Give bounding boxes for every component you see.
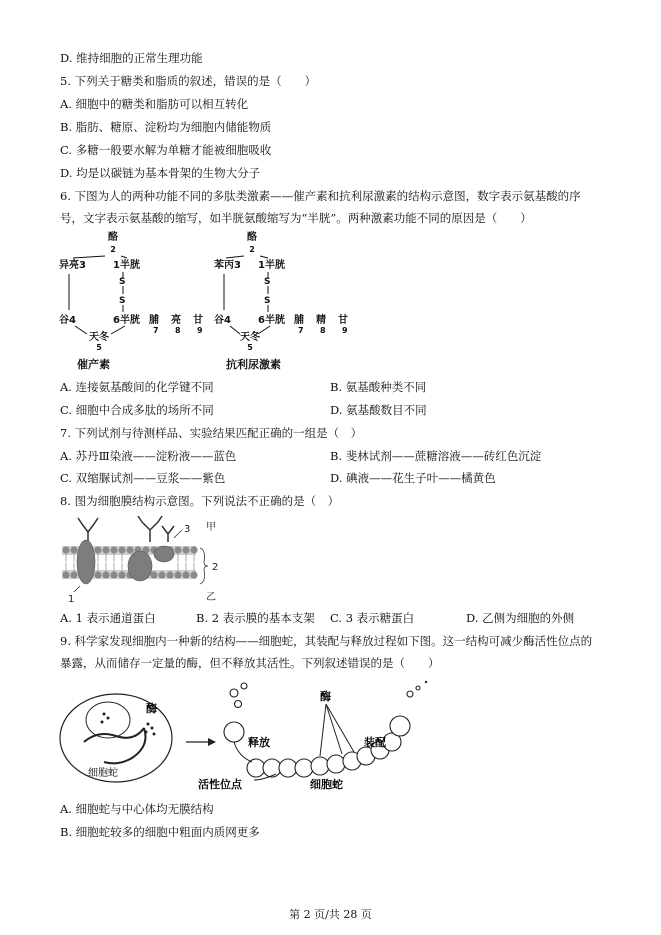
q6-stem-line1: 6. 下图为人的两种功能不同的多肽类激素——催产素和抗利尿激素的结构示意图，数字表示氨基酸的序	[60, 189, 581, 203]
ox-l4: 谷4	[59, 315, 76, 326]
q7-option-a: A. 苏丹Ⅲ染液——淀粉液——蓝色	[60, 449, 237, 463]
snake-right-label: 细胞蛇	[310, 778, 343, 791]
vp-n9: 9	[342, 326, 348, 335]
q6-option-d: D. 氨基酸数目不同	[330, 403, 427, 417]
ox-r1: 1半胱	[113, 260, 140, 271]
vasopressin-structure	[214, 230, 348, 371]
cell-membrane-figure	[58, 512, 228, 604]
q7-stem: 7. 下列试剂与待测样品、实验结果匹配正确的一组是（ ）	[60, 426, 363, 440]
q8-option-b: B. 2 表示膜的基本支架	[196, 611, 315, 625]
ox-s1: S	[119, 277, 126, 287]
cell-enzyme-label: 酶	[146, 702, 157, 715]
ox-bottom: 天冬	[89, 332, 109, 343]
vp-r6: 6半胱	[258, 315, 285, 326]
ox-n9: 9	[197, 326, 203, 335]
vp-bottom: 天冬	[240, 332, 260, 343]
q9-stem-line1: 9. 科学家发现细胞内一种新的结构——细胞蛇，其装配与释放过程如下图。这一结构可减少酶活性位点的	[60, 634, 593, 648]
label-yi: 乙	[206, 592, 216, 603]
vp-l3: 苯丙3	[214, 260, 241, 271]
cytoophidium-figure	[58, 676, 438, 796]
q6-option-b: B. 氨基酸种类不同	[330, 380, 427, 394]
assemble-label: 装配	[364, 736, 386, 749]
ox-top: 酪	[108, 232, 118, 243]
release-label: 释放	[248, 736, 270, 749]
vp-top: 酪	[247, 232, 257, 243]
vp-d2: 精	[316, 315, 326, 326]
oxytocin-caption: 催产素	[77, 358, 110, 371]
vp-n7: 7	[298, 326, 304, 335]
q5-option-d: D. 均是以碳链为基本骨架的生物大分子	[60, 166, 261, 180]
label-2: 2	[212, 562, 219, 573]
vp-d1: 脯	[294, 315, 304, 326]
peptide-hormone-figure	[55, 228, 365, 376]
q5-option-c: C. 多糖一般要水解为单糖才能被细胞吸收	[60, 143, 272, 157]
q4-option-d: D. 维持细胞的正常生理功能	[60, 51, 203, 65]
page-footer: 第 2 页/共 28 页	[289, 908, 372, 921]
label-1: 1	[68, 594, 75, 604]
q8-option-a: A. 1 表示通道蛋白	[60, 611, 156, 625]
q5-option-a: A. 细胞中的糖类和脂肪可以相互转化	[60, 97, 249, 111]
cell-snake-label: 细胞蛇	[88, 768, 118, 779]
enzyme-dots	[101, 713, 156, 736]
ox-bottom-num: 5	[96, 343, 102, 352]
vasopressin-caption: 抗利尿激素	[226, 358, 281, 371]
q8-option-d: D. 乙侧为细胞的外侧	[466, 611, 575, 625]
ox-top-num: 2	[110, 245, 116, 254]
q8-option-c: C. 3 表示糖蛋白	[330, 611, 415, 625]
vp-top-num: 2	[249, 245, 255, 254]
q9-option-a: A. 细胞蛇与中心体均无膜结构	[60, 802, 214, 816]
vp-n8: 8	[320, 326, 326, 335]
ox-l3: 异亮3	[59, 260, 86, 271]
q6-option-c: C. 细胞中合成多肽的场所不同	[60, 403, 214, 417]
q7-option-c: C. 双缩脲试剂——豆浆——紫色	[60, 471, 226, 485]
label-3: 3	[184, 524, 191, 535]
vp-r1: 1半胱	[258, 260, 285, 271]
q6-option-a: A. 连接氨基酸间的化学键不同	[60, 380, 214, 394]
vp-s1: S	[264, 277, 271, 287]
vp-bottom-num: 5	[247, 343, 253, 352]
q9-option-b: B. 细胞蛇较多的细胞中粗面内质网更多	[60, 825, 260, 839]
q7-option-d: D. 碘液——花生子叶——橘黄色	[330, 471, 496, 485]
ox-d1: 脯	[149, 315, 159, 326]
vp-l4: 谷4	[214, 315, 231, 326]
ox-d3: 甘	[193, 315, 203, 326]
q6-stem-line2: 号，文字表示氨基酸的缩写，如半胱氨酸缩写为“半胱”。两种激素功能不同的原因是（ ）	[60, 211, 532, 225]
q5-option-b: B. 脂肪、糖原、淀粉均为细胞内储能物质	[60, 120, 272, 134]
q5-stem: 5. 下列关于糖类和脂质的叙述，错误的是（ ）	[60, 74, 317, 88]
ox-n7: 7	[153, 326, 159, 335]
label-jia: 甲	[206, 522, 216, 533]
ox-n8: 8	[175, 326, 181, 335]
q9-stem-line2: 暴露，从而储存一定量的酶，但不释放其活性。下列叙述错误的是（ ）	[60, 656, 440, 670]
ox-d2: 亮	[171, 315, 181, 326]
ox-s2: S	[119, 296, 126, 306]
glycoprotein-chains	[78, 516, 174, 542]
active-site-label: 活性位点	[198, 778, 242, 791]
q8-stem: 8. 图为细胞膜结构示意图。下列说法不正确的是（ ）	[60, 494, 340, 508]
ox-r6: 6半胱	[113, 315, 140, 326]
oxytocin-structure	[59, 230, 203, 371]
vp-s2: S	[264, 296, 271, 306]
q7-option-b: B. 斐林试剂——蔗糖溶液——砖红色沉淀	[330, 449, 542, 463]
enzyme-right-label: 酶	[320, 690, 331, 703]
vp-d3: 甘	[338, 315, 348, 326]
